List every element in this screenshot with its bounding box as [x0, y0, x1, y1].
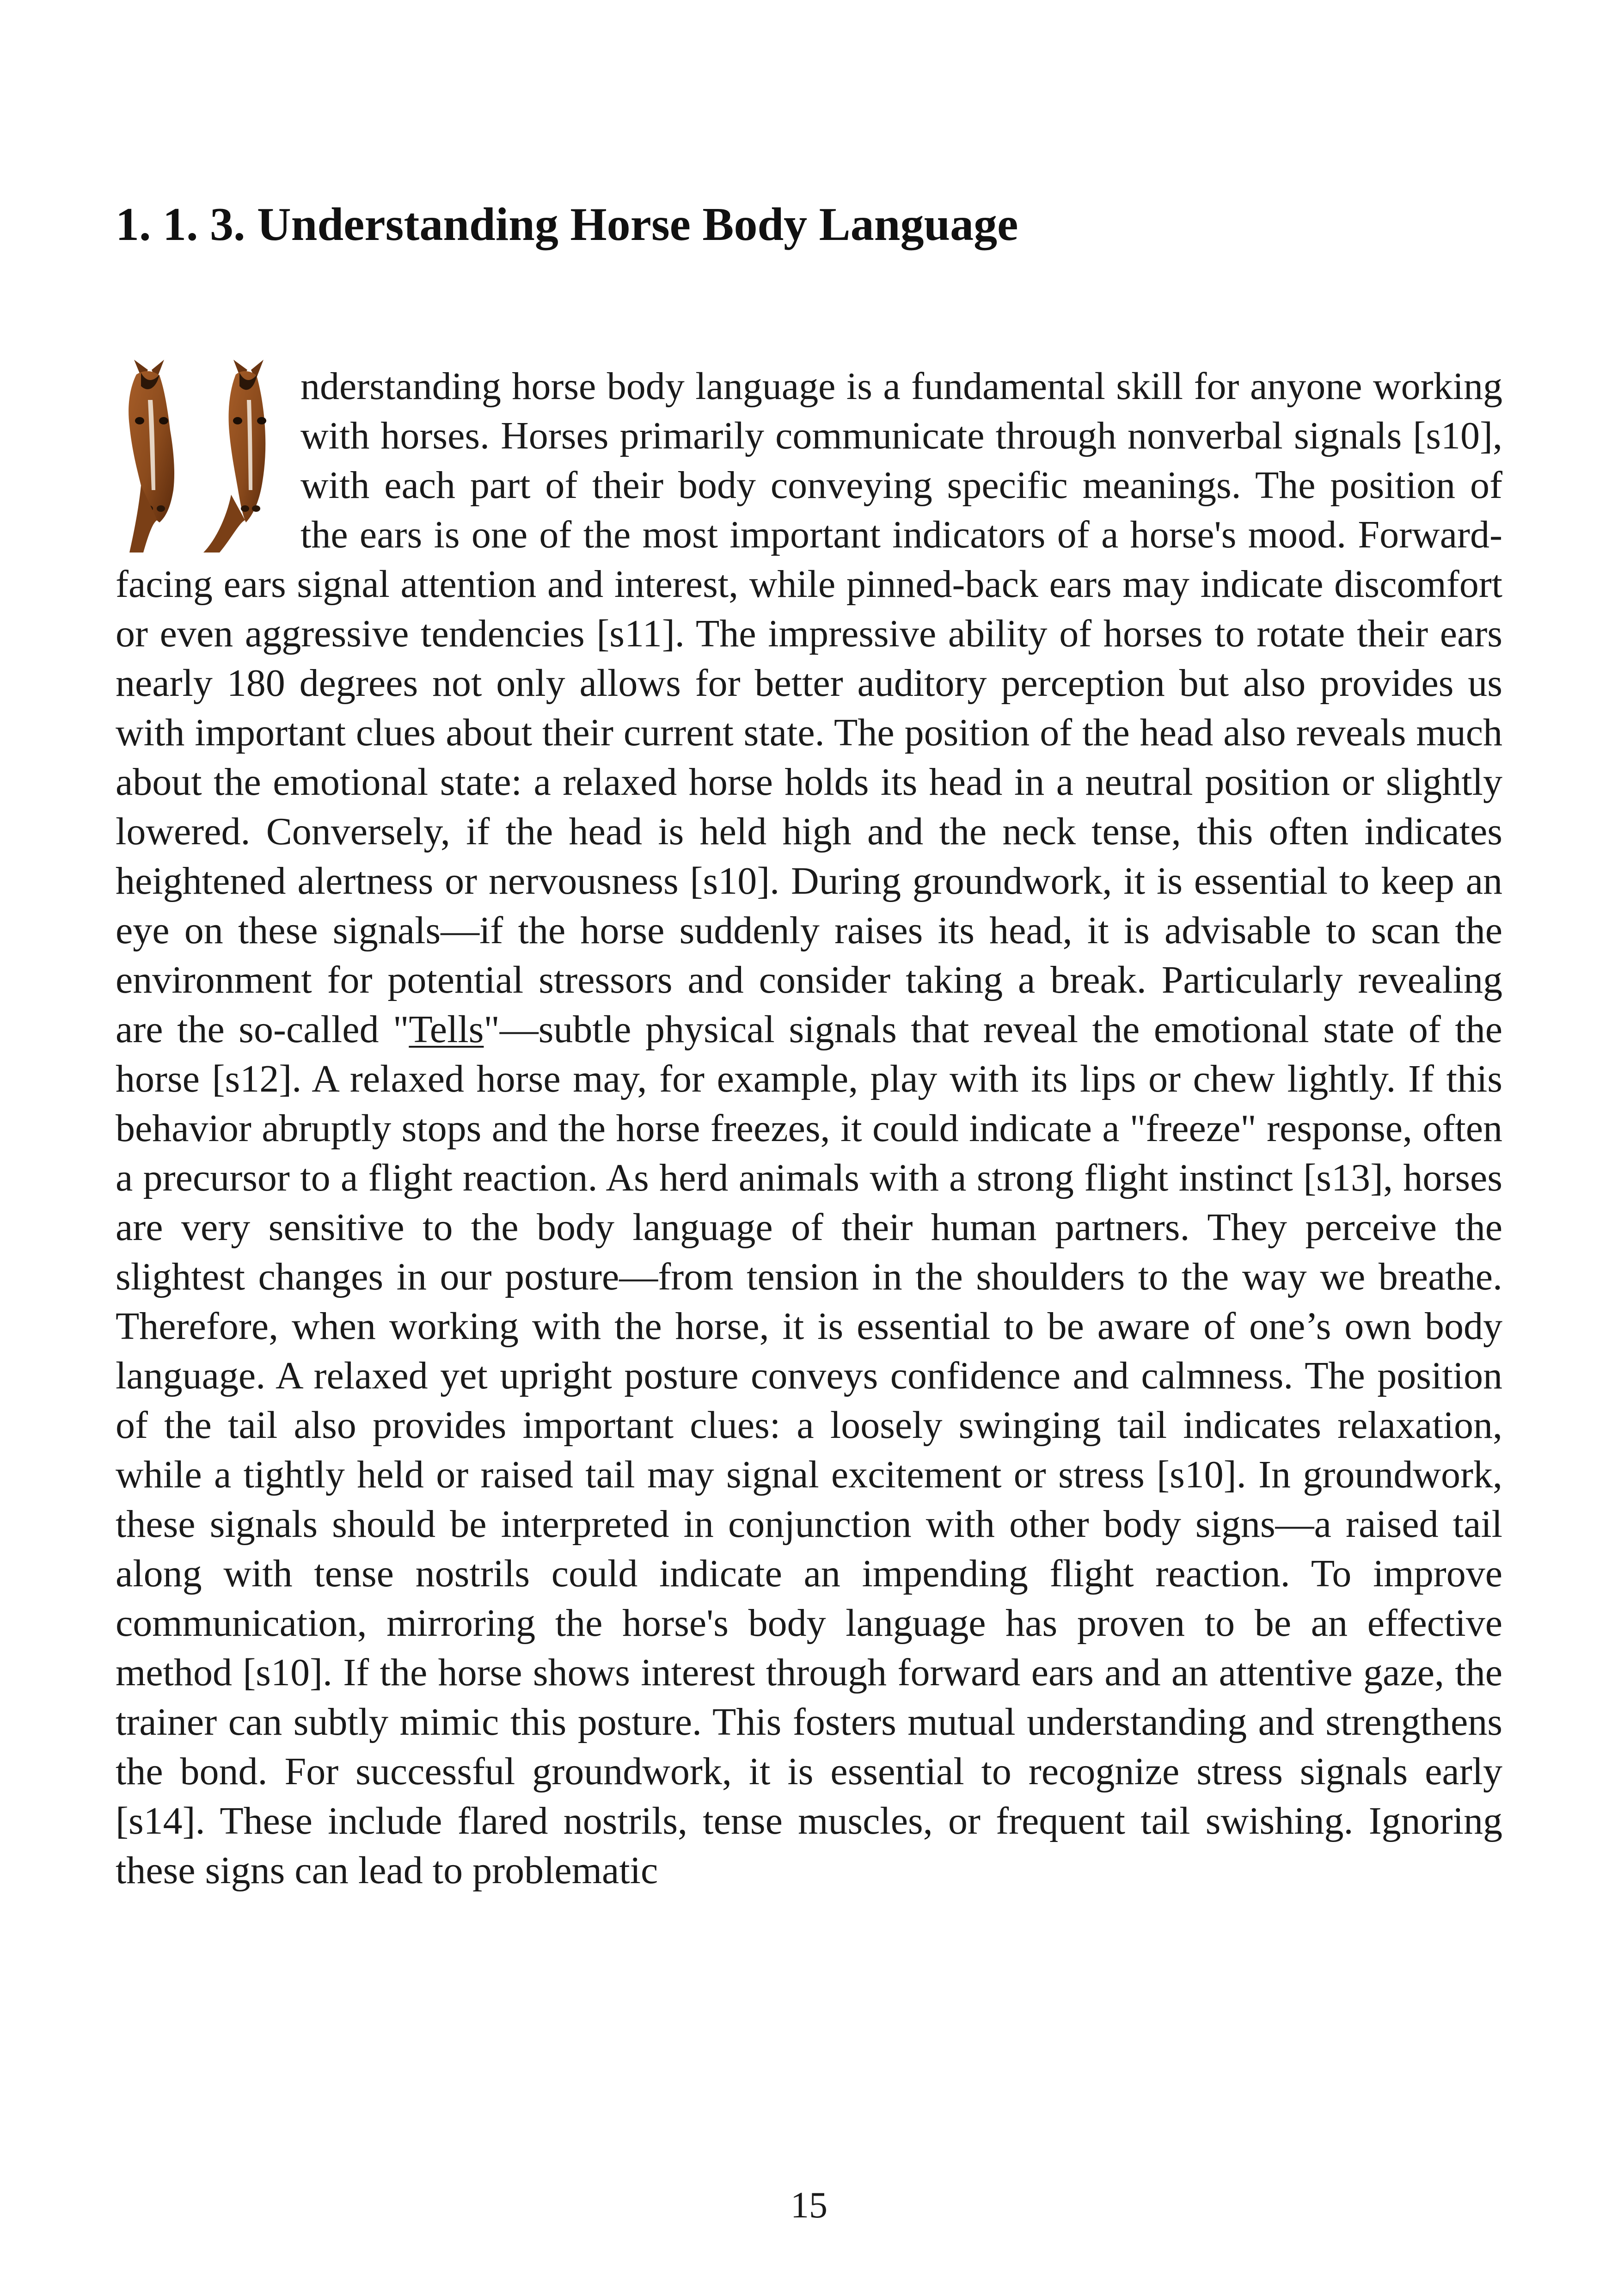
section-heading: 1. 1. 3. Understanding Horse Body Language: [116, 198, 1018, 251]
body-text-part1: nderstanding horse body language is a fundamental skill for anyone working with horses. Horses primarily communicate through nonverbal signals [s10], with each part of their body conveying specific meanings. The position of the ears is one of the most important indicators of a horse's mood. Forward-facing ears signal attention and interest, while pinned-back ears may indicate discomfort or even aggressive tendencies [s11]. The impressive ability of horses to rotate their ears nearly 180 degrees not only allows for better auditory perception but also provides us with important clues about their current state. The position of the head also reveals much about the emotional state: a relaxed horse holds its head in a neutral position or slightly lowered. Conversely, if the head is held high and the neck tense, this often indicates heightened alertness or nervousness [s10]. During groundwork, it is essential to keep an eye on these signals—if the horse suddenly raises its head, it is advisable to scan the environment for potential stressors and consider taking a break. Particularly revealing are the so-called ": [116, 365, 1502, 1051]
body-text-block: [116, 362, 1502, 1895]
tells-link[interactable]: Tells: [409, 1008, 484, 1051]
body-text-part2: "—subtle physical signals that reveal the emotional state of the horse [s12]. A relaxed horse may, for example, play with its lips or chew lightly. If this behavior abruptly stops and the horse freezes, it could indicate a "freeze" response, often a precursor to a flight reaction. As herd animals with a strong flight instinct [s13], horses are very sensitive to the body language of their human partners. They perceive the slightest changes in our posture—from tension in the shoulders to the way we breathe. Therefore, when working with the horse, it is essential to be aware of one’s own body language. A relaxed yet upright posture conveys confidence and calmness. The position of the tail also provides important clues: a loosely swinging tail indicates relaxation, while a tightly held or raised tail may signal excitement or stress [s10]. In groundwork, these signals should be interpreted in conjunction with other body signs—a raised tail along with tense nostrils could indicate an impending flight reaction. To improve communication, mirroring the horse's body language has proven to be an effective method [s10]. If the horse shows interest through forward ears and an attentive gaze, the trainer can subtly mimic this posture. This fosters mutual understanding and strengthens the bond. For successful groundwork, it is essential to recognize stress signals early [s14]. These include flared nostrils, tense muscles, or frequent tail swishing. Ignoring these signs can lead to problematic: [116, 1008, 1502, 1892]
page-number: 15: [791, 2185, 827, 2226]
drop-cap-spacer: [116, 362, 300, 556]
body-paragraph: [116, 362, 1502, 1895]
